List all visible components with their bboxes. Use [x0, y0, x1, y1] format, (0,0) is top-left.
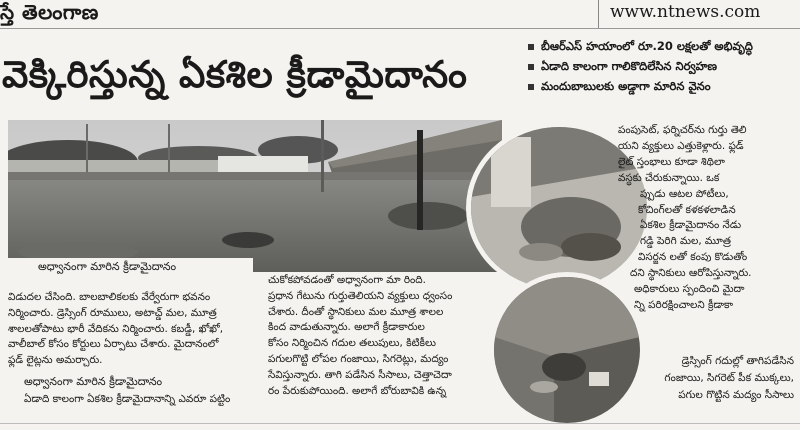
text-line: పంపుసెట్, ఫర్నిచర్‌ను గుర్తు తెలి: [618, 124, 747, 136]
text-line: చుకోకపోవడంతో అధ్వానంగా మా రింది.: [268, 274, 426, 286]
bullet-square-icon: [528, 64, 534, 70]
column-subheading: అధ్వానంగా మారిన క్రీడామైదానం: [24, 375, 163, 388]
text-line: రం పేరుకుపోయింది. అలాగే బోరుబావికి ఉన్న: [268, 384, 447, 397]
photo-caption-box: [626, 353, 794, 404]
text-line: విసర్జన లతో కంపు కొడుతోం: [638, 251, 748, 264]
bullet-square-icon: [528, 84, 534, 90]
highlight-item: బీఆర్‌ఎస్ హయాంలో రూ.20 లక్షలతో అభివృద్ధి: [528, 36, 793, 56]
text-line: సేవిస్తున్నారు. తాగి పడేసిన సీసాలు, చెత్తాచెదా: [268, 368, 452, 381]
website-link[interactable]: www.ntnews.com: [610, 2, 761, 22]
text-line: ఏడాది కాలంగా ఏకశిల క్రీడామైదానాన్ని ఎవరూ పట్టిం: [24, 393, 231, 405]
text-line: కోచింగ్‌లతో కళకళలాడిన: [638, 203, 736, 216]
headline: వెక్కిరిస్తున్న ఏకశిల క్రీడామైదానం: [2, 53, 468, 96]
highlight-item: ఏడాది కాలంగా గాలికొదిలేసిన నిర్వహణ: [528, 56, 793, 76]
text-line: విడుదల చేసింది. బాలబాలికలకు వేర్వేరుగా భవనం: [8, 291, 211, 303]
text-line: కింద వాడుతున్నారు. అలాగే క్రీడాకారుల: [268, 321, 425, 334]
caption-line: డ్రెస్సింగ్ గదుల్లో తాగిపడేసిన: [681, 355, 794, 367]
text-line: వాలీబాల్ కోసం కోర్టులు ఏర్పాటు చేశారు. మైదానంలో: [8, 338, 219, 351]
text-line: కోసం నిర్మించిన గదుల తలుపులు, కిటికీలు: [268, 337, 436, 350]
text-line: చేశారు. దీంతో స్థానికులు మల మూత్ర శాలల: [268, 305, 444, 318]
caption-line: పగుల గొట్టిన మద్యం సీసాలు: [678, 389, 794, 401]
ground-photo-caption: అధ్వానంగా మారిన క్రీడామైదానం: [8, 258, 253, 276]
text-line: ఏకశిల క్రీడామైదానం నేడు: [640, 219, 742, 232]
text-line: గడ్డి పెరిగి మల, మూత్ర: [640, 235, 731, 248]
text-line: ఫ్లడ్ లైట్లను అమర్చారు.: [8, 354, 103, 367]
text-line: అధికారులు స్పందించి మైదా: [634, 283, 745, 296]
article-column-1-cont: [24, 392, 230, 408]
text-line: పగులగొట్టి లోపల గంజాయి, సిగరెట్లు, మద్యం: [268, 352, 449, 365]
article-column-3: [618, 123, 751, 314]
section-title: స్తే తెలంగాణ: [0, 0, 99, 24]
divider: [598, 0, 599, 28]
text-line: ప్రధాన గేటును గుర్తుతెలియని వ్యక్తులు ధ్వంసం: [268, 289, 453, 302]
text-line: దని స్థానికులు ఆరోపిస్తున్నారు.: [630, 267, 752, 280]
text-line: ప్పుడు ఆటల పోటీలు,: [640, 187, 729, 200]
highlight-item: మందుబాబులకు అడ్డాగా మారిన వైనం: [528, 76, 793, 96]
text-line: శాలలతోపాటు భారీ వేదికను నిర్మించారు. కబడ్డీ, ఖోఖో,: [8, 322, 224, 335]
article-column-2: [268, 273, 452, 399]
caption-line: గంజాయి, సిగరెట్ పీక ముక్కలు,: [664, 372, 794, 384]
bullet-square-icon: [528, 44, 534, 50]
article-column-1: [8, 290, 223, 369]
highlights-list: [528, 36, 793, 96]
text-line: వస్థకు చేరుకున్నాయి. ఒక: [618, 171, 720, 184]
ground-photo: [8, 120, 502, 272]
bottom-divider: [0, 423, 800, 424]
text-line: నిర్మించారు. డ్రెస్సింగ్ రూములు, అటాచ్డ్ మల, మూత్ర: [8, 306, 217, 319]
text-line: లైట్ స్తంభాలు కూడా శిథిలా: [618, 155, 725, 168]
text-line: యని వ్యక్తులు ఎత్తుకెళ్లారు. ఫ్లడ్: [618, 139, 744, 152]
text-line: న్ని పరిరక్షించాలని క్రీడాకా: [634, 298, 734, 311]
